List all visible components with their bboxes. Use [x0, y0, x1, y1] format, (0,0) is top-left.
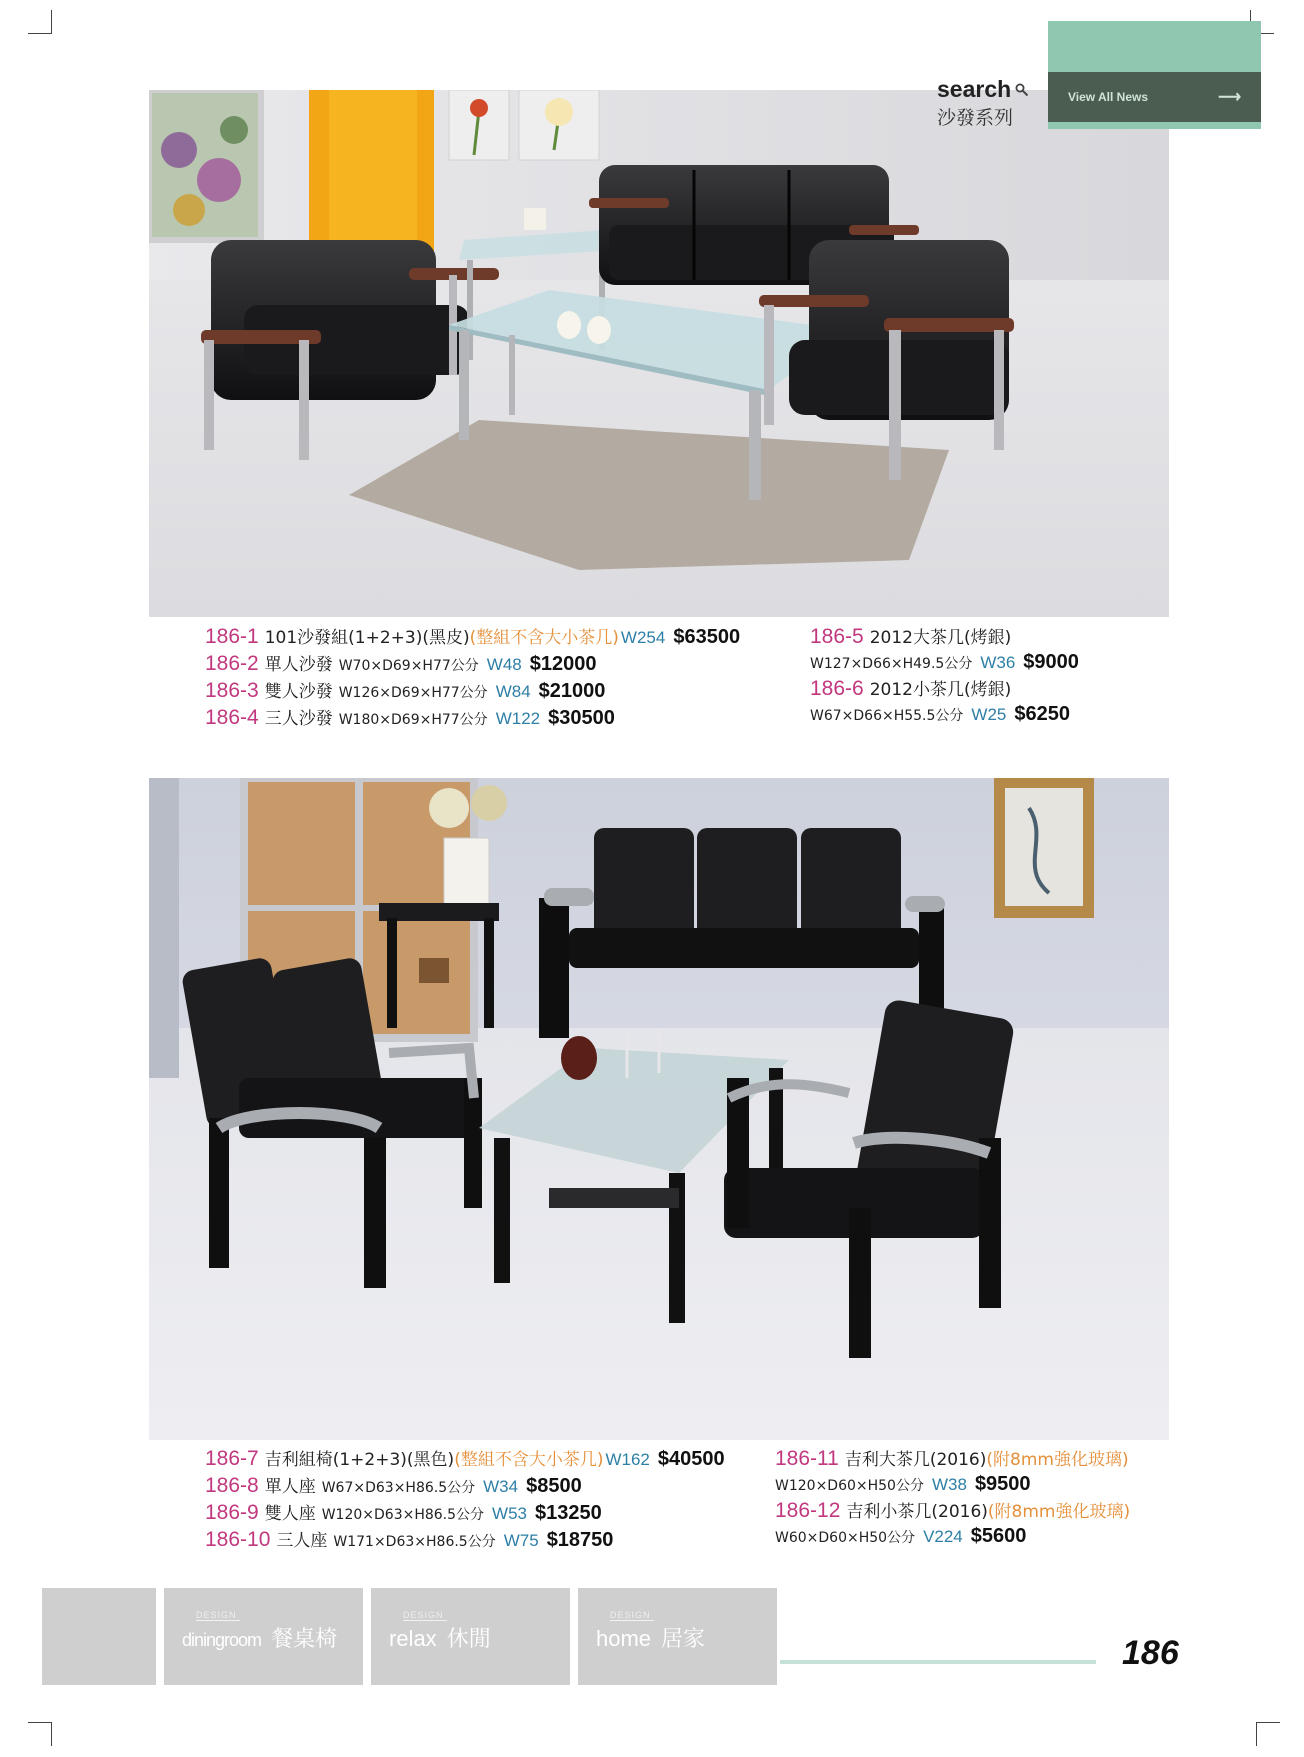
product-code: 186-4 [205, 706, 259, 729]
weight-code: W162 [605, 1450, 650, 1469]
weight-code: W122 [495, 709, 541, 728]
tab-label-en: relax [389, 1626, 437, 1651]
weight-code: V224 [923, 1527, 963, 1546]
product-code: 186-7 [205, 1447, 259, 1470]
product-name: 三人座 [276, 1531, 328, 1551]
tab-relax[interactable] [371, 1588, 570, 1685]
weight-code: W75 [503, 1531, 539, 1550]
tab-label [182, 1622, 337, 1653]
weight-code: W254 [620, 628, 666, 647]
product-name: 雙人座 [264, 1504, 316, 1524]
product-price: $12000 [529, 653, 597, 675]
view-all-news-button[interactable] [1048, 72, 1261, 122]
product-price: $63500 [673, 626, 741, 648]
spec-item-186-12 [775, 1497, 1130, 1524]
product-note: (整組不含大小茶几) [454, 1450, 604, 1470]
product-price: $6250 [1014, 703, 1071, 725]
weight-code: W38 [931, 1475, 967, 1494]
footer-category-tabs [42, 1588, 777, 1685]
weight-code: W25 [971, 705, 1007, 724]
product-price: $8500 [526, 1475, 582, 1497]
product-name: 單人座 [264, 1477, 316, 1497]
spec-item-186-4 [205, 704, 740, 731]
product-dimensions: W70×D69×H77公分 [338, 658, 479, 674]
product-code: 186-9 [205, 1501, 259, 1524]
product-code: 186-1 [205, 625, 259, 648]
footer-divider [780, 1660, 1096, 1664]
arrow-right-icon: ⟶ [1218, 89, 1241, 106]
tab-label-zh: 居家 [661, 1627, 706, 1652]
spec-item-186-10 [205, 1526, 725, 1553]
product-code: 186-2 [205, 652, 259, 675]
design-caption: DESIGN [610, 1610, 654, 1621]
product-note: (整組不含大小茶几) [469, 628, 619, 648]
spec-item-186-5 [810, 623, 1079, 650]
spec-list-section1-right [810, 623, 1079, 727]
tab-label-zh: 餐桌椅 [271, 1627, 338, 1652]
product-dimensions: W67×D63×H86.5公分 [321, 1480, 476, 1496]
spec-item-186-9 [205, 1499, 725, 1526]
product-name: 2012小茶几(烤銀) [869, 680, 1012, 700]
view-all-news-label: View All News [1068, 90, 1149, 104]
crop-mark-bottom-right [1256, 1722, 1280, 1746]
search-title-text: search [937, 76, 1012, 102]
product-code: 186-11 [775, 1447, 839, 1470]
product-price: $21000 [538, 680, 606, 702]
sofa-set-101-photo [149, 90, 1169, 617]
spec-item-186-1 [205, 623, 740, 650]
product-code: 186-10 [205, 1528, 271, 1551]
spec-item-186-7 [205, 1445, 725, 1472]
weight-code: W34 [483, 1477, 519, 1496]
spec-detail-186-6 [810, 702, 1079, 727]
news-panel [1048, 21, 1261, 129]
spec-detail-186-11 [775, 1472, 1130, 1497]
product-code: 186-5 [810, 625, 864, 648]
spec-list-section1-left [205, 623, 740, 731]
product-name: 吉利組椅(1+2+3)(黑色) [264, 1450, 455, 1470]
product-dimensions: W67×D66×H55.5公分 [810, 708, 964, 724]
product-price: $30500 [548, 707, 615, 729]
product-note: (附8mm強化玻璃) [987, 1502, 1131, 1522]
search-icon [1015, 83, 1029, 97]
tab-label-en: home [596, 1626, 652, 1651]
page-number: 186 [1122, 1634, 1179, 1672]
search-title[interactable] [937, 76, 1029, 103]
product-dimensions: W127×D66×H49.5公分 [810, 656, 973, 672]
product-name: 三人沙發 [264, 709, 333, 729]
footer-tab-blank [42, 1588, 156, 1685]
news-panel-top [1048, 21, 1261, 72]
product-price: $9500 [974, 1473, 1031, 1495]
design-caption: DESIGN [403, 1610, 447, 1621]
product-name: 雙人沙發 [264, 682, 333, 702]
product-code: 186-8 [205, 1474, 259, 1497]
product-dimensions: W126×D69×H77公分 [338, 685, 488, 701]
product-name: 吉利大茶几(2016) [844, 1450, 987, 1470]
weight-code: W53 [492, 1504, 528, 1523]
product-code: 186-6 [810, 677, 864, 700]
spec-detail-186-12 [775, 1524, 1130, 1549]
spec-item-186-2 [205, 650, 740, 677]
product-note: (附8mm強化玻璃) [986, 1450, 1129, 1470]
tab-diningroom[interactable] [164, 1588, 363, 1685]
product-dimensions: W120×D63×H86.5公分 [321, 1507, 485, 1523]
tab-home[interactable] [578, 1588, 777, 1685]
product-dimensions: W180×D69×H77公分 [338, 712, 488, 728]
product-name: 吉利小茶几(2016) [846, 1502, 988, 1522]
weight-code: W36 [980, 653, 1016, 672]
product-price: $5600 [970, 1525, 1027, 1547]
crop-mark-bottom-left [28, 1722, 52, 1746]
tab-label-en: diningroom [182, 1630, 262, 1650]
product-price: $40500 [657, 1448, 725, 1470]
product-name: 2012大茶几(烤銀) [869, 628, 1012, 648]
spec-detail-186-5 [810, 650, 1079, 675]
product-name: 101沙發組(1+2+3)(黑皮) [264, 628, 470, 648]
spec-item-186-11 [775, 1445, 1130, 1472]
spec-list-section2-right [775, 1445, 1130, 1549]
product-dimensions: W120×D60×H50公分 [775, 1478, 924, 1494]
product-price: $9000 [1023, 651, 1079, 673]
product-dimensions: W60×D60×H50公分 [775, 1530, 916, 1546]
product-code: 186-3 [205, 679, 259, 702]
weight-code: W84 [495, 682, 531, 701]
news-panel-bottom [1048, 122, 1261, 129]
product-code: 186-12 [775, 1499, 841, 1522]
tab-label [596, 1622, 705, 1653]
search-heading [937, 76, 1029, 130]
product-dimensions: W171×D63×H86.5公分 [333, 1534, 496, 1550]
spec-item-186-6 [810, 675, 1079, 702]
tab-label [389, 1622, 491, 1653]
spec-list-section2-left [205, 1445, 725, 1553]
series-title: 沙發系列 [937, 107, 1014, 129]
product-name: 單人沙發 [264, 655, 333, 675]
design-caption: DESIGN [196, 1610, 240, 1621]
spec-item-186-8 [205, 1472, 725, 1499]
weight-code: W48 [486, 655, 522, 674]
product-price: $18750 [546, 1529, 614, 1551]
crop-mark-top-left [28, 10, 52, 34]
product-price: $13250 [535, 1502, 602, 1524]
jili-chair-set-photo [149, 778, 1169, 1440]
spec-item-186-3 [205, 677, 740, 704]
tab-label-zh: 休閒 [446, 1627, 491, 1652]
